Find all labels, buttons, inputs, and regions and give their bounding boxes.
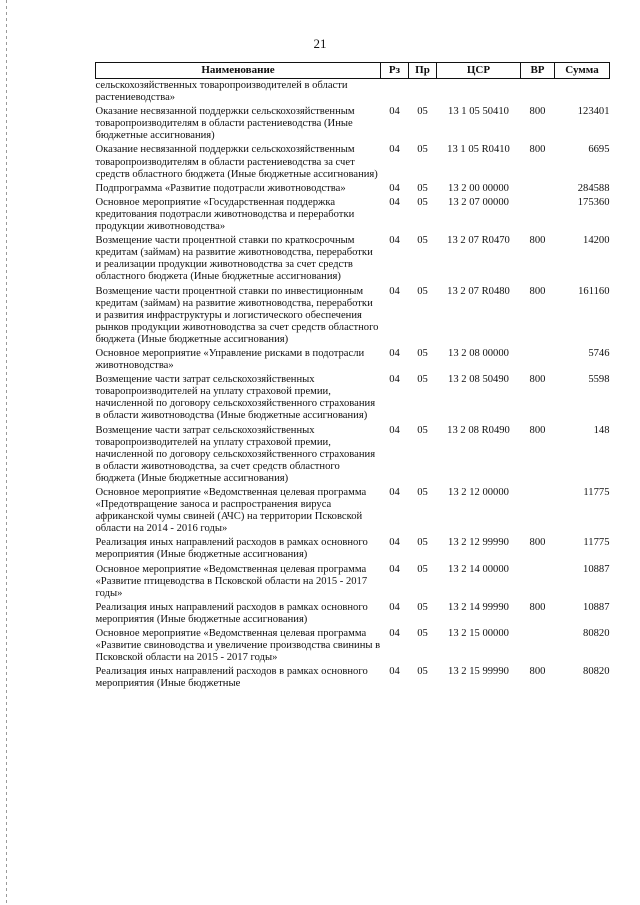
table-row	[96, 627, 610, 665]
row-vr: 800	[529, 235, 546, 247]
row-pr: 05	[417, 106, 428, 118]
row-sum: 10887	[583, 563, 610, 575]
row-csr: 13 2 14 00000	[448, 563, 509, 575]
table-row	[96, 373, 610, 423]
row-sum: 6695	[588, 144, 610, 156]
row-name: Основное мероприятие «Ведомственная целевая программа «Развитие птицеводства в Псковской области на 2015 - 2017 годы»	[95, 563, 368, 599]
row-pr: 05	[417, 285, 428, 297]
row-name: Основное мероприятие «Управление рисками в подотрасли животноводства»	[95, 347, 365, 372]
row-sum: 11775	[583, 537, 610, 549]
page-number: 21	[313, 36, 327, 51]
row-pr: 05	[417, 196, 428, 208]
row-pr: 05	[417, 347, 428, 359]
row-pr: 05	[417, 563, 428, 575]
row-pr: 05	[417, 487, 428, 498]
table-row	[96, 196, 610, 234]
row-sum: 10887	[583, 601, 610, 613]
row-csr: 13 2 07 R0480	[447, 285, 510, 297]
header-rz: Рз	[381, 63, 409, 79]
row-pr: 05	[417, 235, 428, 247]
row-vr	[521, 347, 555, 373]
row-rz: 04	[389, 666, 400, 678]
row-vr	[521, 563, 555, 601]
row-name: Основное мероприятие «Ведомственная целевая программа «Предотвращение заноса и распространения вируса африканской чумы свиней (АЧС) на территории Псковской области на 2014 - 2016 годы»	[95, 487, 367, 535]
row-name: сельскохозяйственных товаропроизводителей в области растениеводства»	[95, 80, 348, 104]
row-pr: 05	[417, 144, 428, 156]
row-sum: 123401	[577, 106, 610, 118]
row-vr: 800	[529, 374, 546, 386]
row-csr: 13 1 05 50410	[448, 106, 509, 118]
row-rz: 04	[389, 487, 400, 498]
row-pr: 05	[417, 374, 428, 386]
row-sum: 80820	[583, 628, 610, 640]
row-csr	[437, 79, 521, 106]
row-pr: 05	[417, 601, 428, 613]
row-sum: 14200	[583, 235, 610, 247]
row-csr: 13 2 12 99990	[448, 537, 509, 549]
row-pr: 05	[417, 666, 428, 678]
row-name: Основное мероприятие «Государственная поддержка кредитования подотрасли животноводства и переработки продукции животноводства»	[95, 196, 355, 233]
row-vr: 800	[529, 144, 546, 156]
table-header-row	[96, 63, 610, 79]
table-row	[96, 234, 610, 284]
row-rz: 04	[389, 235, 400, 247]
row-vr: 800	[529, 601, 546, 613]
row-sum: 11775	[583, 487, 610, 498]
row-name: Возмещение части процентной ставки по краткосрочным кредитам (займам) на развитие животноводства, переработки и реализации продукции животноводства за счет средств областного бюджета (Иные бюджетные ассигнования)	[95, 235, 373, 283]
table-row	[96, 285, 610, 347]
row-vr: 800	[529, 424, 546, 436]
row-vr	[521, 627, 555, 665]
row-name: Реализация иных направлений расходов в рамках основного мероприятия (Иные бюджетные ассигнования)	[95, 601, 368, 625]
row-name: Подпрограмма «Развитие подотрасли животноводства»	[95, 182, 346, 194]
table-row	[96, 486, 610, 536]
table-row	[96, 665, 610, 691]
row-pr	[409, 79, 437, 106]
row-vr: 800	[529, 106, 546, 118]
row-pr: 05	[417, 537, 428, 549]
row-rz: 04	[389, 374, 400, 386]
row-name: Оказание несвязанной поддержки сельскохозяйственным товаропроизводителям в области растениеводства (Иные бюджетные ассигнования)	[95, 106, 355, 142]
row-name: Основное мероприятие «Ведомственная целевая программа «Развитие свиноводства и увеличение производства свинины в Псковской области на 2015 - 2017 годы»	[95, 628, 381, 664]
row-pr: 05	[417, 182, 428, 194]
row-sum: 284588	[577, 182, 610, 194]
header-vr: ВР	[521, 63, 555, 79]
row-sum: 5598	[588, 374, 610, 386]
row-name: Реализация иных направлений расходов в рамках основного мероприятия (Иные бюджетные ассигнования)	[95, 537, 368, 561]
row-sum: 5746	[588, 347, 610, 359]
header-csr: ЦСР	[437, 63, 521, 79]
table-row	[96, 424, 610, 486]
row-pr: 05	[417, 628, 428, 640]
table-row	[96, 601, 610, 627]
row-rz: 04	[389, 537, 400, 549]
row-sum: 175360	[577, 196, 610, 208]
row-csr: 13 2 15 00000	[448, 628, 509, 640]
row-vr	[521, 196, 555, 234]
table-row	[96, 143, 610, 181]
row-rz: 04	[389, 196, 400, 208]
row-name: Возмещение части затрат сельскохозяйственных товаропроизводителей на уплату страховой премии, начисленной по договору сельскохозяйственного страхования в области животноводства (Иные бюджетные ассигнования)	[95, 374, 376, 422]
row-vr	[521, 182, 555, 196]
row-rz: 04	[389, 347, 400, 359]
row-rz: 04	[389, 424, 400, 436]
row-csr: 13 2 14 99990	[448, 601, 509, 613]
scan-edge-line	[6, 0, 7, 905]
row-csr: 13 2 08 R0490	[447, 424, 510, 436]
table-row	[96, 563, 610, 601]
row-csr: 13 2 00 00000	[448, 182, 509, 194]
row-name: Реализация иных направлений расходов в рамках основного мероприятия (Иные бюджетные	[95, 666, 368, 690]
row-vr	[521, 486, 555, 536]
row-rz: 04	[389, 106, 400, 118]
row-pr: 05	[417, 424, 428, 436]
row-csr: 13 2 08 00000	[448, 347, 509, 359]
row-sum: 148	[593, 424, 610, 436]
row-name: Возмещение части затрат сельскохозяйственных товаропроизводителей на уплату страховой премии, начисленной по договору сельскохозяйственного страхования в области животноводства, за счет средств областного бюджета (Иные бюджетные ассигнования)	[95, 424, 376, 484]
row-rz: 04	[389, 563, 400, 575]
row-rz: 04	[389, 601, 400, 613]
row-vr: 800	[529, 285, 546, 297]
row-rz: 04	[389, 144, 400, 156]
row-sum: 161160	[578, 285, 610, 297]
row-csr: 13 1 05 R0410	[447, 144, 510, 156]
row-sum: 80820	[583, 666, 610, 678]
row-vr: 800	[529, 666, 546, 678]
row-name: Оказание несвязанной поддержки сельскохозяйственным товаропроизводителям в области растениеводства за счет средств областного бюджета (Иные бюджетные ассигнования)	[95, 144, 378, 180]
row-rz: 04	[389, 285, 400, 297]
row-name: Возмещение части процентной ставки по инвестиционным кредитам (займам) на развитие животноводства, переработки и развития инфраструктуры и логистического обеспечения рынков продукции животноводства за счет средств областного бюджета (Иные бюджетные ассигнования)	[95, 285, 379, 345]
row-csr: 13 2 07 R0470	[447, 235, 510, 247]
table-row	[96, 182, 610, 196]
table-row	[96, 105, 610, 143]
row-rz: 04	[389, 628, 400, 640]
row-csr: 13 2 12 00000	[448, 487, 509, 498]
header-name: Наименование	[96, 63, 381, 79]
budget-table	[95, 62, 610, 692]
table-row	[96, 536, 610, 562]
header-pr: Пр	[409, 63, 437, 79]
row-rz	[381, 79, 409, 106]
row-csr: 13 2 08 50490	[448, 374, 509, 386]
row-csr: 13 2 15 99990	[448, 666, 509, 678]
row-vr	[521, 79, 555, 106]
row-sum	[555, 79, 610, 106]
row-rz: 04	[389, 182, 400, 194]
row-vr: 800	[529, 537, 546, 549]
table-row	[96, 79, 610, 106]
header-sum: Сумма	[555, 63, 610, 79]
row-csr: 13 2 07 00000	[448, 196, 509, 208]
table-row	[96, 347, 610, 373]
